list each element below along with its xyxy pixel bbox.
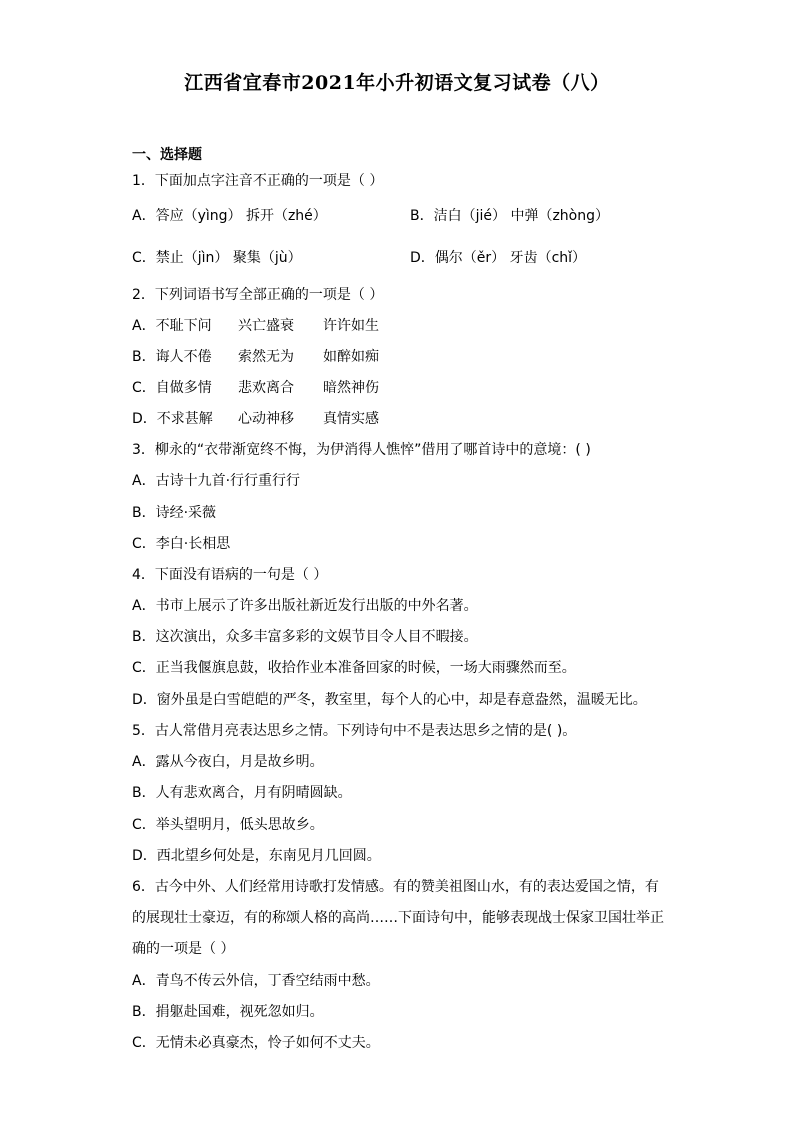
question-1-option-c: C．禁止（jìn） 聚集（jù） [132, 250, 302, 266]
question-3-option-b: B．诗经·采薇 [132, 505, 217, 521]
question-4-option-c: C．正当我偃旗息鼓，收拾作业本准备回家的时候，一场大雨骤然而至。 [132, 660, 576, 676]
question-6-option-c: C．无情未必真豪杰，怜子如何不丈夫。 [132, 1035, 380, 1051]
option-word: 兴亡盛衰 [238, 318, 294, 334]
question-5-option-d: D．西北望乡何处是，东南见月几回圆。 [132, 848, 381, 864]
question-6-option-a: A．青鸟不传云外信，丁香空结雨中愁。 [132, 973, 380, 989]
question-1-option-d: D．偶尔（ěr） 牙齿（chǐ） [410, 250, 587, 266]
question-6-stem-line-3: 确的一项是（ ） [132, 941, 235, 957]
question-6-stem-line-2: 的展现壮士豪迈，有的称颂人格的高尚……下面诗句中，能够表现战士保家卫国壮举正 [132, 910, 664, 926]
question-2-option-c [132, 378, 379, 398]
exam-title: 江西省宜春市2021年小升初语文复习试卷（八） [184, 72, 610, 94]
option-word: 真情实感 [323, 411, 379, 427]
question-4-option-b: B．这次演出，众多丰富多彩的文娱节目令人目不暇接。 [132, 629, 478, 645]
question-3-stem: 3．柳永的“衣带渐宽终不悔，为伊消得人憔悴”借用了哪首诗中的意境：( ) [132, 442, 591, 458]
option-word: 心动神移 [238, 411, 294, 427]
question-2-option-b [132, 347, 379, 367]
question-3-option-a: A．古诗十九首·行行重行行 [132, 473, 301, 489]
question-5-option-b: B．人有悲欢离合，月有阴晴圆缺。 [132, 785, 352, 801]
question-4-stem: 4．下面没有语病的一句是（ ） [132, 567, 328, 583]
option-word: B．诲人不倦 [132, 349, 212, 365]
question-1-option-b: B．洁白（jié） 中弹（zhòng） [410, 208, 609, 224]
option-word: D．不求甚解 [132, 411, 213, 427]
question-2-stem: 2．下列词语书写全部正确的一项是（ ） [132, 287, 384, 303]
option-word: C．自做多情 [132, 380, 212, 396]
option-word: 如醉如痴 [323, 349, 379, 365]
question-2-option-d [132, 409, 379, 429]
question-4-option-a: A．书市上展示了许多出版社新近发行出版的中外名著。 [132, 598, 478, 614]
question-3-option-c: C．李白·长相思 [132, 536, 231, 552]
option-word: 索然无为 [238, 349, 294, 365]
question-4-option-d: D．窗外虽是白雪皑皑的严冬，教室里，每个人的心中，却是春意盎然，温暖无比。 [132, 692, 647, 708]
option-word: 悲欢离合 [238, 380, 294, 396]
question-6-stem-line-1: 6．古今中外、人们经常用诗歌打发情感。有的赞美祖图山水，有的表达爱国之情，有 [132, 879, 659, 895]
option-word: A．不耻下问 [132, 318, 212, 334]
question-1-option-a: A．答应（yìng） 拆开（zhé） [132, 208, 327, 224]
option-word: 暗然神伤 [323, 380, 379, 396]
question-2-option-a [132, 316, 379, 336]
question-5-stem: 5．古人常借月亮表达思乡之情。下列诗句中不是表达思乡之情的是( )。 [132, 723, 577, 739]
option-word: 许许如生 [323, 318, 379, 334]
question-5-option-a: A．露从今夜白，月是故乡明。 [132, 754, 324, 770]
section-heading: 一、选择题 [132, 147, 202, 163]
question-6-option-b: B．捐躯赴国难，视死忽如归。 [132, 1004, 324, 1020]
question-5-option-c: C．举头望明月，低头思故乡。 [132, 817, 324, 833]
question-1-stem: 1．下面加点字注音不正确的一项是（ ） [132, 173, 384, 189]
